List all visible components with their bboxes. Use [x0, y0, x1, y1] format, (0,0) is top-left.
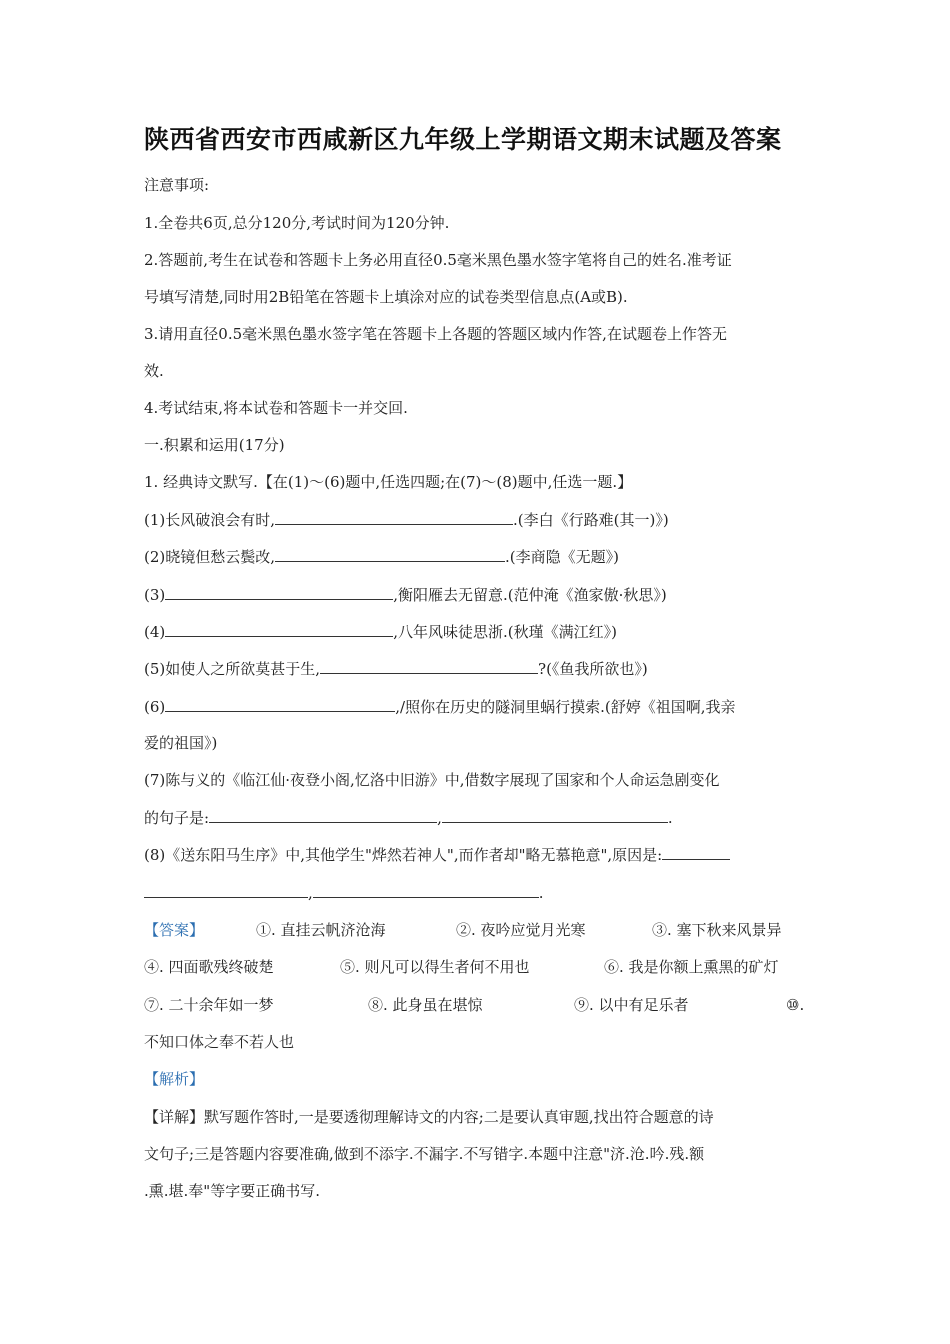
answer-blank[interactable] — [144, 881, 308, 898]
fill-item-1-prefix: (1)长风破浪会有时, — [144, 511, 276, 529]
fill-item-6-suffix: ,/照你在历史的隧洞里蜗行摸索.(舒婷《祖国啊,我亲 — [395, 698, 736, 716]
answer-blank[interactable] — [313, 881, 539, 898]
fill-item-4-prefix: (4) — [144, 623, 166, 641]
answer-item-9: ⑨. 以中有足乐者 — [574, 996, 689, 1014]
fill-item-2 — [144, 545, 808, 568]
document-title: 陕西省西安市西咸新区九年级上学期语文期末试题及答案 — [144, 125, 782, 154]
fill-item-6-cont: 爱的祖国》) — [144, 734, 218, 752]
answer-item-4: ④. 四面歌残终破楚 — [144, 958, 274, 976]
notice-item-2: 2.答题前,考生在试卷和答题卡上务必用直径0.5毫米黑色墨水签字笔将自己的姓名.准考证 — [144, 251, 732, 269]
fill-item-3-suffix: ,衡阳雁去无留意.(范仲淹《渔家傲·秋思》) — [393, 586, 667, 604]
answer-label: 【答案】 — [144, 921, 205, 939]
fill-item-5-suffix: ?(《鱼我所欲也》) — [538, 660, 648, 678]
fill-item-8-suffix: . — [538, 884, 544, 902]
fill-item-5 — [144, 657, 808, 680]
answer-item-10-cont: 不知口体之奉不若人也 — [144, 1033, 295, 1051]
notice-item-3: 3.请用直径0.5毫米黑色墨水签字笔在答题卡上各题的答题区域内作答,在试题卷上作答无 — [144, 325, 727, 343]
answer-item-1: ①. 直挂云帆济沧海 — [256, 921, 386, 939]
answer-blank[interactable] — [165, 583, 393, 600]
answer-blank[interactable] — [442, 806, 668, 823]
answer-blank[interactable] — [662, 843, 730, 860]
answer-item-3: ③. 塞下秋来风景异 — [652, 921, 782, 939]
fill-item-2-suffix: .(李商隐《无题》) — [505, 548, 620, 566]
analysis-line-3: .熏.堪.奉"等字要正确书写. — [144, 1182, 320, 1200]
fill-item-8-text: (8)《送东阳马生序》中,其他学生"烨然若神人",而作者却"略无慕艳意",原因是: — [144, 846, 663, 864]
notice-item-3-cont: 效. — [144, 362, 164, 380]
answer-blank[interactable] — [165, 620, 393, 637]
answer-item-8: ⑧. 此身虽在堪惊 — [368, 996, 483, 1014]
fill-item-4-suffix: ,八年风味徒思浙.(秋瑾《满江红》) — [393, 623, 617, 641]
answer-blank[interactable] — [275, 545, 505, 562]
fill-item-1 — [144, 508, 808, 531]
answer-blank[interactable] — [320, 657, 538, 674]
analysis-line-1: 【详解】默写题作答时,一是要透彻理解诗文的内容;二是要认真审题,找出符合题意的诗 — [144, 1108, 714, 1126]
section-heading: 一.积累和运用(17分) — [144, 436, 285, 454]
answer-item-6: ⑥. 我是你额上熏黑的矿灯 — [604, 958, 779, 976]
fill-item-6 — [144, 695, 808, 718]
fill-item-7: (7)陈与义的《临江仙·夜登小阁,忆洛中旧游》中,借数字展现了国家和个人命运急剧变化 — [144, 771, 720, 789]
fill-item-8-separator: , — [308, 884, 313, 902]
fill-item-3 — [144, 583, 808, 606]
answer-item-2: ②. 夜吟应觉月光寒 — [456, 921, 586, 939]
analysis-line-2: 文句子;三是答题内容要准确,做到不添字.不漏字.不写错字.本题中注意"济.沧.吟.残.额 — [144, 1145, 705, 1163]
fill-item-7-prefix: 的句子是: — [144, 809, 210, 827]
fill-item-4 — [144, 620, 808, 643]
answer-item-10: ⑩. — [786, 996, 805, 1014]
fill-item-8-answer-line — [144, 881, 808, 904]
analysis-label: 【解析】 — [144, 1070, 205, 1088]
answer-item-7: ⑦. 二十余年如一梦 — [144, 996, 274, 1014]
fill-item-7-suffix: . — [667, 809, 673, 827]
answer-item-5: ⑤. 则凡可以得生者何不用也 — [340, 958, 530, 976]
fill-item-1-suffix: .(李白《行路难(其一)》) — [513, 511, 669, 529]
question-1-stem: 1. 经典诗文默写.【在(1)～(6)题中,任选四题;在(7)～(8)题中,任选一题.】 — [144, 473, 633, 491]
notice-item-1: 1.全卷共6页,总分120分,考试时间为120分钟. — [144, 214, 450, 232]
notice-item-4: 4.考试结束,将本试卷和答题卡一并交回. — [144, 399, 408, 417]
fill-item-7-answer-line — [144, 806, 808, 829]
fill-item-7-separator: , — [437, 809, 442, 827]
fill-item-5-prefix: (5)如使人之所欲莫甚于生, — [144, 660, 321, 678]
fill-item-6-prefix: (6) — [144, 698, 166, 716]
answer-blank[interactable] — [209, 806, 437, 823]
fill-item-2-prefix: (2)晓镜但愁云鬓改, — [144, 548, 276, 566]
answer-blank[interactable] — [275, 508, 513, 525]
notice-heading: 注意事项: — [144, 176, 210, 194]
fill-item-3-prefix: (3) — [144, 586, 166, 604]
answer-blank[interactable] — [165, 695, 395, 712]
fill-item-8 — [144, 843, 808, 866]
notice-item-2-cont: 号填写清楚,同时用2B铅笔在答题卡上填涂对应的试卷类型信息点(A或B). — [144, 288, 628, 306]
